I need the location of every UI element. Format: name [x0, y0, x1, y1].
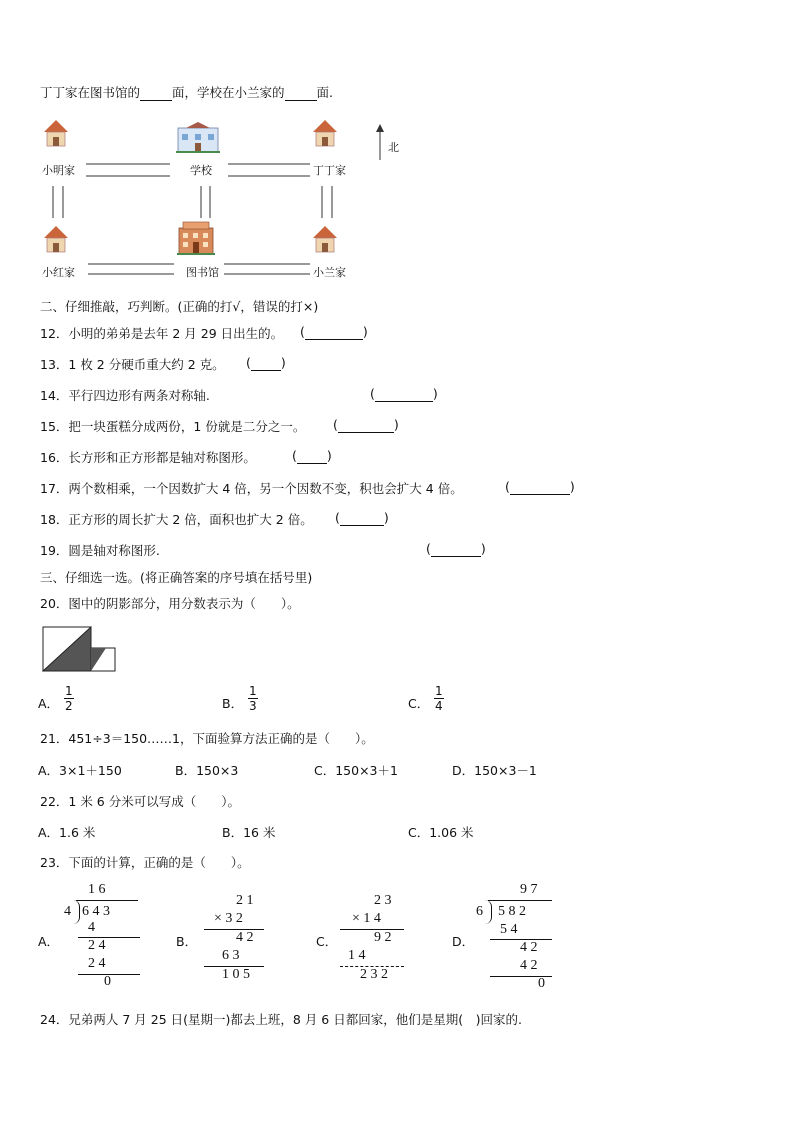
q21-option-b[interactable]: B．150×3	[175, 763, 239, 778]
question-15: 15．把一块蛋糕分成两份，1 份就是二分之一。	[40, 419, 306, 434]
q20-option-b-fraction: $\frac{1}{3}$	[249, 684, 257, 713]
road-bottom-left	[88, 264, 174, 274]
q20-option-c-label[interactable]: C．	[408, 696, 430, 711]
q22-option-b[interactable]: B．16 米	[222, 825, 276, 840]
label-xiaolan: 小兰家	[313, 266, 346, 279]
answer-paren-12[interactable]: ( )	[300, 324, 368, 339]
house-icon-xiaohong	[44, 226, 68, 252]
answer-paren-14[interactable]: ( )	[370, 386, 438, 401]
shaded-figure	[42, 626, 118, 672]
question-22: 22．1 米 6 分米可以写成（ ）。	[40, 794, 240, 809]
question-18: 18．正方形的周长扩大 2 倍，面积也扩大 2 倍。	[40, 512, 313, 527]
answer-paren-13[interactable]: ( )	[246, 355, 286, 370]
q23-option-b-label[interactable]: B．	[176, 934, 198, 949]
q20-option-a-fraction: $\frac{1}{2}$	[65, 684, 73, 713]
label-dingding: 丁丁家	[313, 164, 346, 177]
q23-calc-c: 2 3 × 1 4 9 2 1 4 2 3 2	[338, 893, 408, 989]
question-14: 14．平行四边形有两条对称轴.	[40, 388, 210, 403]
question-23: 23．下面的计算，正确的是（ ）。	[40, 855, 250, 870]
answer-paren-19[interactable]: ( )	[426, 541, 486, 556]
question-16: 16．长方形和正方形都是轴对称图形。	[40, 450, 256, 465]
q20-option-b-label[interactable]: B．	[222, 696, 244, 711]
q23-calc-a: 1 6 4 6 4 3 4 2 4 2 4 0	[64, 882, 144, 990]
answer-blank-2[interactable]	[285, 85, 317, 101]
road-right	[322, 186, 332, 218]
question-24: 24．兄弟两人 7 月 25 日(星期一)都去上班，8 月 6 日都回家，他们是星期( )回家的.	[40, 1012, 522, 1027]
q21-option-d[interactable]: D．150×3－1	[452, 763, 537, 778]
question-13: 13．1 枚 2 分硬币重大约 2 克。	[40, 357, 225, 372]
label-north: 北	[388, 141, 399, 154]
q20-option-c-fraction: $\frac{1}{4}$	[435, 684, 443, 713]
road-left	[53, 186, 63, 218]
house-icon-xiaoming	[44, 120, 68, 146]
answer-blank-1[interactable]	[140, 85, 172, 101]
map-diagram	[38, 118, 418, 283]
house-icon-xiaolan	[313, 226, 337, 252]
q23-option-a-label[interactable]: A．	[38, 934, 60, 949]
answer-paren-17[interactable]: ( )	[505, 479, 575, 494]
school-icon	[176, 122, 220, 152]
q23-option-d-label[interactable]: D．	[452, 934, 475, 949]
question-12: 12．小明的弟弟是去年 2 月 29 日出生的。	[40, 326, 284, 341]
library-icon	[177, 222, 215, 254]
question-19: 19．圆是轴对称图形.	[40, 543, 160, 558]
section-2-title: 二、仔细推敲，巧判断。(正确的打√，错误的打×)	[40, 299, 319, 314]
answer-paren-18[interactable]: ( )	[335, 510, 389, 525]
road-top-right	[228, 164, 310, 176]
q23-option-c-label[interactable]: C．	[316, 934, 338, 949]
label-xiaoming: 小明家	[42, 164, 75, 177]
q20-option-a-label[interactable]: A．	[38, 696, 60, 711]
q22-option-c[interactable]: C．1.06 米	[408, 825, 474, 840]
question-20: 20．图中的阴影部分，用分数表示为（ ）。	[40, 596, 300, 611]
label-xiaohong: 小红家	[42, 266, 75, 279]
fill-question: 丁丁家在图书馆的 面，学校在小兰家的 面.	[40, 85, 334, 100]
road-middle	[201, 186, 210, 218]
road-bottom-right	[224, 264, 310, 274]
house-icon-dingding	[313, 120, 337, 146]
label-library: 图书馆	[186, 266, 219, 279]
question-17: 17．两个数相乘，一个因数扩大 4 倍，另一个因数不变，积也会扩大 4 倍。	[40, 481, 463, 496]
label-school: 学校	[190, 164, 212, 177]
q21-option-a[interactable]: A．3×1＋150	[38, 763, 122, 778]
q23-calc-d: 9 7 6 5 8 2 5 4 4 2 4 2 0	[476, 882, 560, 990]
answer-paren-16[interactable]: ( )	[292, 448, 332, 463]
road-top-left	[86, 164, 170, 176]
north-arrow-icon	[376, 124, 384, 160]
section-3-title: 三、仔细选一选。(将正确答案的序号填在括号里)	[40, 570, 313, 585]
q21-option-c[interactable]: C．150×3＋1	[314, 763, 398, 778]
answer-paren-15[interactable]: ( )	[333, 417, 399, 432]
q23-calc-b: 2 1 × 3 2 4 2 6 3 1 0 5	[200, 893, 270, 989]
question-21: 21．451÷3＝150……1，下面验算方法正确的是（ ）。	[40, 731, 374, 746]
q22-option-a[interactable]: A．1.6 米	[38, 825, 96, 840]
